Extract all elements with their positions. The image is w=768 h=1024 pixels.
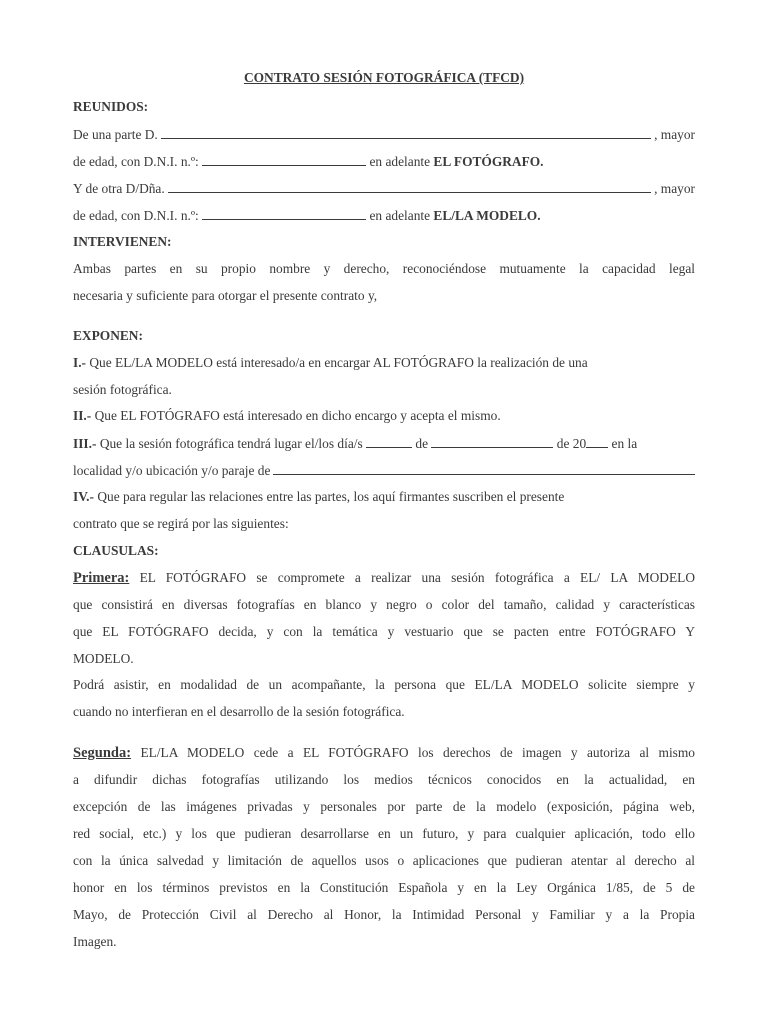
item-number: I.- [73,355,87,370]
day-blank-field[interactable] [366,435,412,448]
photographer-dni-line [73,153,544,170]
item-text: Que la sesión fotográfica tendrá lugar el/los día/s [99,436,363,451]
dni-blank-field[interactable] [202,207,366,220]
item-number: II.- [73,408,92,423]
paragraph-line: que EL FOTÓGRAFO decida, y con la temática y vestuario que se pacten entre FOTÓGRAFO Y [73,624,695,639]
item-text: de [415,436,429,451]
party-photographer-line [73,126,695,143]
paragraph-line: Ambas partes en su propio nombre y derecho, reconociéndose mutuamente la capacidad legal [73,261,695,276]
party-label: Y de otra D/Dña. [73,181,165,196]
location-blank-field[interactable] [273,462,695,475]
clause-primera-first-line [73,570,695,586]
item-number: III.- [73,436,97,451]
paragraph-line: sesión fotográfica. [73,382,172,397]
location-line [73,462,695,479]
paragraph-line: Mayo, de Protección Civil al Derecho al Honor, la Intimidad Personal y Familiar y a la Propia [73,907,695,922]
dni-label: de edad, con D.N.I. n.º: [73,154,199,169]
role-photographer: EL FOTÓGRAFO. [433,154,544,169]
clause-label-segunda: Segunda: [73,745,132,761]
item-number: IV.- [73,489,94,504]
paragraph-line: honor en los términos previstos en la Constitución Española y en la Ley Orgánica 1/85, de 5 de [73,880,695,895]
item-text: de 20 [556,436,587,451]
paragraph-line: que consistirá en diversas fotografías en blanco y negro o color del tamaño, calidad y características [73,597,695,612]
paragraph-line: Podrá asistir, en modalidad de un acompañante, la persona que EL/LA MODELO solicite siempre y [73,677,695,692]
clause-text: EL/LA MODELO cede a EL FOTÓGRAFO los derechos de imagen y autoriza al mismo [140,745,695,760]
name-blank-field[interactable] [168,180,651,193]
role-model: EL/LA MODELO. [433,208,541,223]
role-prefix: en adelante [369,208,431,223]
clause-label-primera: Primera: [73,570,130,586]
paragraph-line: excepción de las imágenes privadas y personales por parte de la modelo (exposición, página web, [73,799,695,814]
paragraph-line: contrato que se regirá por las siguientes: [73,516,289,531]
dni-blank-field[interactable] [202,153,366,166]
paragraph-line: red social, etc.) y los que pudieran desarrollarse en un futuro, y para cualquier aplicación, todo ello [73,826,695,841]
section-heading-intervienen: INTERVIENEN: [73,234,172,249]
paragraph-line: Imagen. [73,934,117,949]
section-heading-clausulas: CLAUSULAS: [73,543,159,558]
section-heading-exponen: EXPONEN: [73,328,143,343]
item-text: Que EL/LA MODELO está interesado/a en encargar AL FOTÓGRAFO la realización de una [89,355,588,370]
item-text: Que para regular las relaciones entre las partes, los aquí firmantes suscriben el presente [97,489,565,504]
section-heading-reunidos: REUNIDOS: [73,99,149,114]
year-blank-field[interactable] [586,435,608,448]
month-blank-field[interactable] [431,435,553,448]
dni-label: de edad, con D.N.I. n.º: [73,208,199,223]
clause-text: EL FOTÓGRAFO se compromete a realizar una sesión fotográfica a EL/ LA MODELO [139,570,695,585]
item-text: Que EL FOTÓGRAFO está interesado en dicho encargo y acepta el mismo. [94,408,501,423]
paragraph-line: con la única salvedad y limitación de aquellos usos o aplicaciones que pudieran atentar al derecho al [73,853,695,868]
party-label: De una parte D. [73,127,158,142]
party-suffix: , mayor [654,181,695,196]
exponen-item-iv [73,489,564,505]
paragraph-line: necesaria y suficiente para otorgar el presente contrato y, [73,288,378,303]
paragraph-line: a difundir dichas fotografías utilizando los medios técnicos conocidos en la actualidad, en [73,772,695,787]
model-dni-line [73,207,541,224]
exponen-item-ii [73,408,501,424]
location-label: localidad y/o ubicación y/o paraje de [73,463,271,478]
party-model-line [73,180,695,197]
document-title: CONTRATO SESIÓN FOTOGRÁFICA (TFCD) [243,70,525,85]
exponen-item-iii [73,435,637,452]
exponen-item-i [73,355,588,371]
paragraph-line: cuando no interfieran en el desarrollo de la sesión fotográfica. [73,704,405,719]
item-text: en la [611,436,638,451]
clause-segunda-first-line [73,745,695,761]
name-blank-field[interactable] [161,126,651,139]
party-suffix: , mayor [654,127,695,142]
role-prefix: en adelante [369,154,431,169]
paragraph-line: MODELO. [73,651,134,666]
